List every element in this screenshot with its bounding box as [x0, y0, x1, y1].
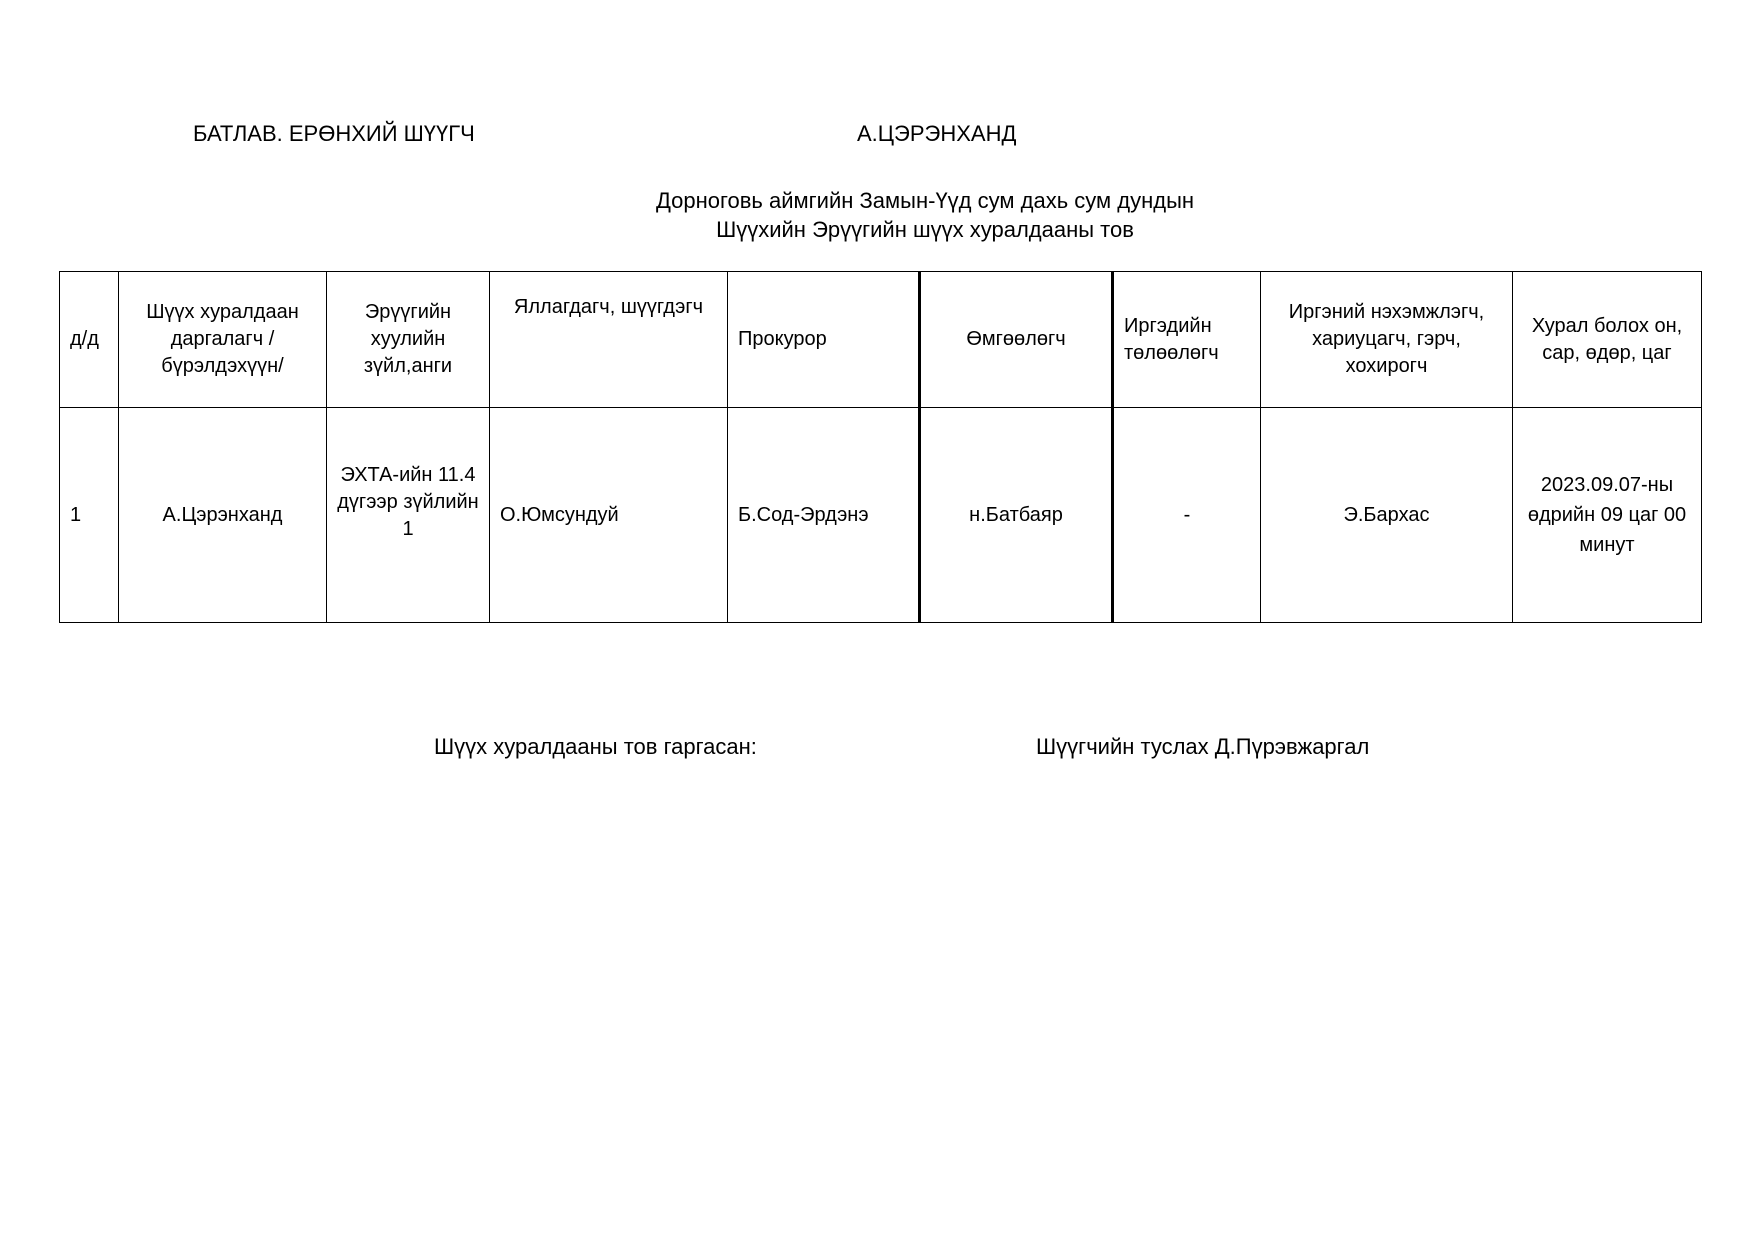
cell-hearing-datetime: 2023.09.07-ны өдрийн 09 цаг 00 минут: [1513, 408, 1702, 623]
cell-defense-lawyer: н.Батбаяр: [920, 408, 1113, 623]
hearing-schedule-table: [59, 271, 1702, 623]
column-header-presiding-judge: Шүүх хуралдаан даргалагч /бүрэлдэхүүн/: [119, 272, 327, 408]
document-title-line-1: Дорноговь аймгийн Замын-Үүд сум дахь сум дундын: [655, 188, 1195, 213]
column-header-defendant: Яллагдагч, шүүгдэгч: [490, 272, 728, 408]
document-title: [560, 186, 1290, 244]
column-header-civil-parties: Иргэний нэхэмжлэгч, хариуцагч, гэрч, хохирогч: [1261, 272, 1513, 408]
approver-name: А.ЦЭРЭНХАНД: [857, 121, 1017, 146]
column-header-number: д/д: [60, 272, 119, 408]
table-row: [60, 408, 1702, 623]
column-header-hearing-datetime: Хурал болох он, сар, өдөр, цаг: [1513, 272, 1702, 408]
column-header-citizen-representative: Иргэдийн төлөөлөгч: [1113, 272, 1261, 408]
cell-number: 1: [60, 408, 119, 623]
cell-prosecutor: Б.Сод-Эрдэнэ: [728, 408, 920, 623]
document-title-line-2: Шүүхийн Эрүүгийн шүүх хуралдааны тов: [716, 217, 1134, 242]
footer-prepared-by-label: Шүүх хуралдааны тов гаргасан:: [434, 734, 757, 759]
cell-civil-parties: Э.Бархас: [1261, 408, 1513, 623]
cell-presiding-judge: А.Цэрэнханд: [119, 408, 327, 623]
cell-criminal-code-article: ЭХТА-ийн 11.4 дүгээр зүйлийн 1: [327, 408, 490, 623]
column-header-defense-lawyer: Өмгөөлөгч: [920, 272, 1113, 408]
footer-prepared-by-name: Шүүгчийн туслах Д.Пүрэвжаргал: [1036, 734, 1370, 759]
cell-defendant: О.Юмсундуй: [490, 408, 728, 623]
approval-label: БАТЛАВ. ЕРӨНХИЙ ШҮҮГЧ: [193, 121, 475, 146]
column-header-criminal-code-article: Эрүүгийн хуулийн зүйл,анги: [327, 272, 490, 408]
cell-citizen-representative: -: [1113, 408, 1261, 623]
column-header-prosecutor: Прокурор: [728, 272, 920, 408]
table-header-row: [60, 272, 1702, 408]
